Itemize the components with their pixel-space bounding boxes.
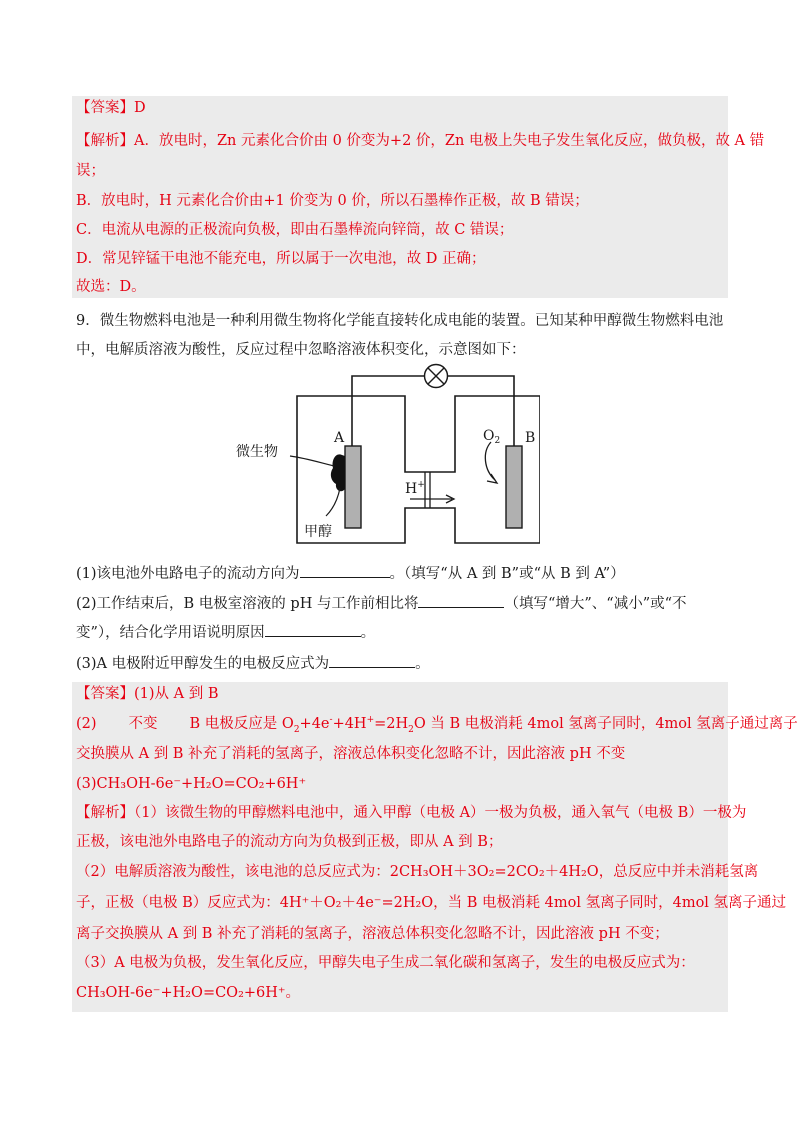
question-line-1: 9．微生物燃料电池是一种利用微生物将化学能直接转化成电能的装置。已知某种甲醇微生物燃料电池: [76, 313, 724, 329]
label-microbe: 微生物: [236, 444, 278, 460]
answer9-line-4: (3)CH₃OH-6e⁻+H₂O=CO₂+6H⁺: [76, 776, 307, 792]
answer9-line-1: 【答案】(1)从 A 到 B: [76, 686, 219, 702]
answer-blank-3[interactable]: [265, 622, 361, 637]
analysis-tag: 【解析】: [76, 133, 134, 149]
analysis9-line-3: （2）电解质溶液为酸性，该电池的总反应式为：2CH₃OH＋3O₂=2CO₂＋4H₂O，总反应中并未消耗氢离: [76, 864, 759, 880]
subquestion-3: (3)A 电极附近甲醇发生的电极反应式为 。: [76, 653, 430, 674]
answer-blank-4[interactable]: [329, 653, 415, 668]
answer-tag: 【答案】: [76, 686, 134, 702]
prev-analysis-line-1: 【解析】A．放电时，Zn 元素化合价由 0 价变为+2 价，Zn 电极上失电子发生氧化反应，做负极，故 A 错: [76, 133, 765, 149]
prev-analysis-line-3: B．放电时，H 元素化合价由+1 价变为 0 价，所以石墨棒作正极，故 B 错误；: [76, 193, 589, 209]
methanol-pointer: [326, 488, 340, 516]
analysis9-line-2: 正极，该电池外电路电子的流动方向为负极到正极，即从 A 到 B；: [76, 834, 503, 850]
subquestion-2b: 变”），结合化学用语说明原因 。: [76, 622, 375, 643]
analysis9-line-7: CH₃OH-6e⁻+H₂O=CO₂+6H⁺。: [76, 985, 301, 1001]
microbe-blob: [331, 454, 345, 491]
electrode-a: [345, 446, 361, 528]
analysis9-line-6: （3）A 电极为负极，发生氧化反应，甲醇失电子生成二氧化碳和氢离子，发生的电极反应式为：: [76, 955, 695, 971]
fuel-cell-diagram: [230, 362, 540, 552]
o2-arrowhead: [487, 474, 497, 483]
subquestion-2: (2)工作结束后，B 电极室溶液的 pH 与工作前相比将 （填写“增大”、“减小”或“不: [76, 593, 687, 614]
prev-analysis-line-2: 误；: [76, 163, 105, 179]
analysis9-line-4: 子，正极（电极 B）反应式为：4H⁺＋O₂＋4e⁻=2H₂O，当 B 电极消耗 4mol 氢离子同时，4mol 氢离子通过: [76, 895, 787, 911]
answer-blank-1[interactable]: [300, 563, 390, 578]
analysis9-line-1: 【解析】（1）该微生物的甲醇燃料电池中，通入甲醇（电极 A）一极为负极，通入氧气（电极 B）一极为: [76, 805, 747, 821]
answer-tag: 【答案】: [76, 100, 134, 116]
answer9-line-2: (2) 不变 B 电极反应是 $O_2+4e^-+4H^+=2H_2O$ 当 B 电极消耗 4mol 氢离子同时，4mol 氢离子通过离子: [76, 715, 798, 735]
answer-value: D: [134, 100, 146, 116]
prev-answer-line: [76, 98, 146, 118]
question-line-2: 中，电解质溶液为酸性，反应过程中忽略溶液体积变化，示意图如下：: [76, 342, 526, 358]
label-a: A: [334, 430, 345, 446]
o2-arrow: [485, 442, 495, 480]
electrode-b: [506, 446, 522, 528]
label-b: B: [525, 430, 536, 446]
subquestion-1: (1)该电池外电路电子的流动方向为 。（填写“从 A 到 B”或“从 B 到 A”）: [76, 563, 625, 584]
label-h-plus: H+: [405, 480, 425, 497]
answer-blank-2[interactable]: [418, 593, 504, 608]
lamp-icon: [425, 365, 448, 388]
prev-analysis-line-5: D．常见锌锰干电池不能充电，所以属于一次电池，故 D 正确；: [76, 251, 486, 267]
answer9-line-3: 交换膜从 A 到 B 补充了消耗的氢离子，溶液总体积变化忽略不计，因此溶液 pH 不变: [76, 746, 626, 762]
analysis9-line-5: 离子交换膜从 A 到 B 补充了消耗的氢离子，溶液总体积变化忽略不计，因此溶液 pH 不变；: [76, 926, 669, 942]
label-methanol: 甲醇: [304, 524, 332, 540]
prev-analysis-line-6: 故选：D。: [76, 279, 146, 295]
analysis-tag: 【解析】: [76, 805, 134, 821]
prev-analysis-line-4: C．电流从电源的正极流向负极，即由石墨棒流向锌筒，故 C 错误；: [76, 222, 514, 238]
label-o2: $O_2$: [483, 428, 501, 446]
